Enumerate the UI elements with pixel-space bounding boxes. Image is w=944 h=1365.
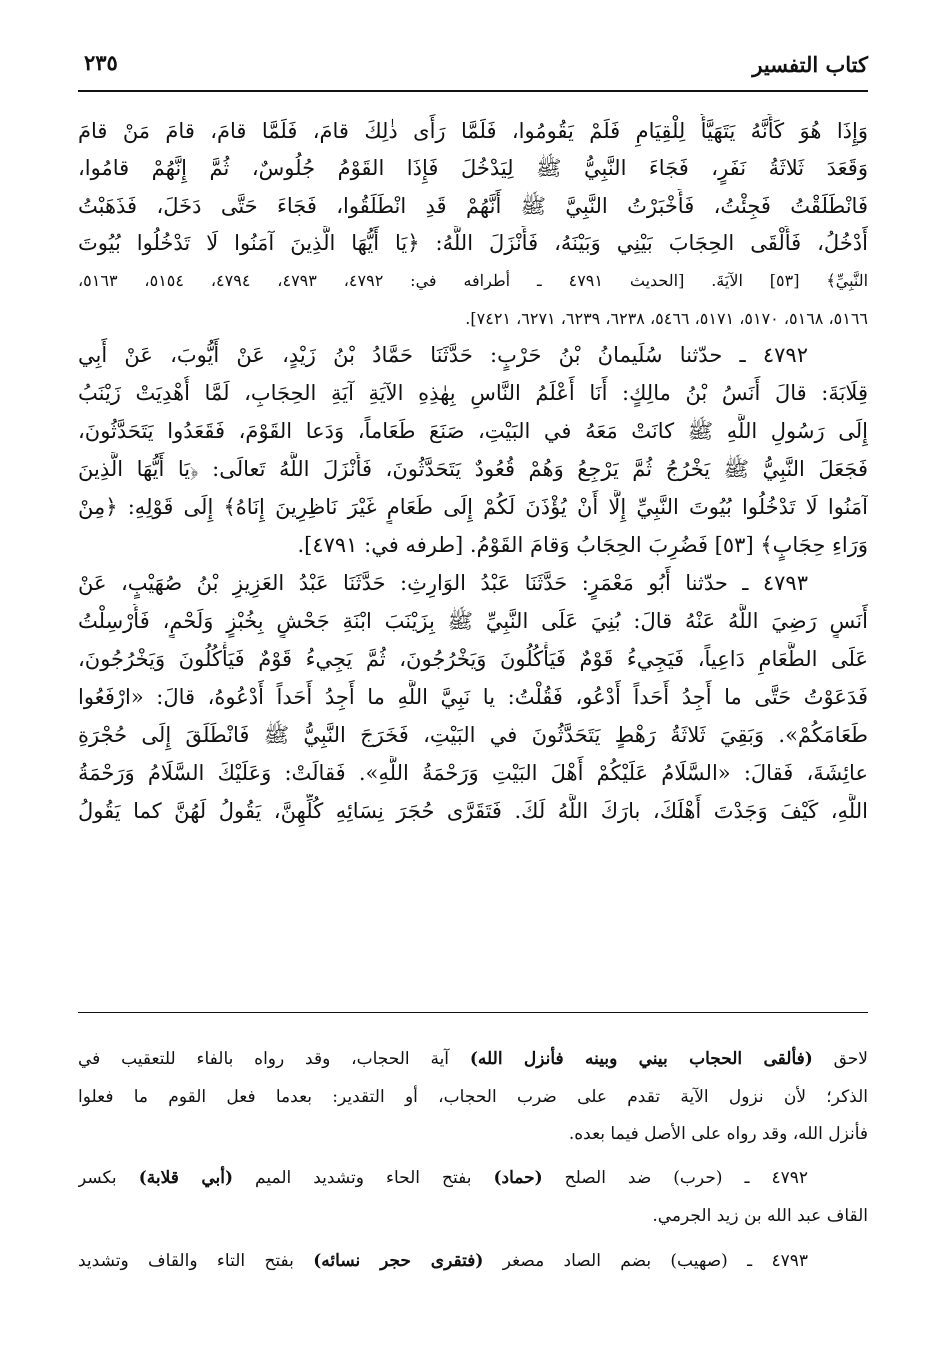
hadith-4793-line: فَدَعَوْتُ حَتَّى ما أَجِدُ أَحَداً أَدْعُو، فَقُلْتُ: يا نَبِيَّ اللَّهِ ما أَجِدُ أَحَداً أَدْعُوهُ، قالَ: «ارْفَعُوا xyxy=(78,685,868,709)
footnote-line: لاحق (فألقى الحجاب بيني وبينه فأنزل الله) آية الحجاب، وقد رواه بالفاء للتعقيب في xyxy=(78,1049,868,1069)
hadith-4793-line: طَعَامَكُمْ». وَبَقِيَ ثَلاثَةُ رَهْطٍ يَتَحَدَّثُونَ في البَيْتِ، فَخَرَجَ النَّبِيُّ ﷺ فَانْطَلَقَ إِلَى حُجْرَةِ xyxy=(78,723,868,747)
footnote-4793: ٤٧٩٣ ـ (صهيب) بضم الصاد مصغر (فتقرى حجر نسائه) بفتح التاء والقاف وتشديد xyxy=(78,1251,808,1271)
hadith-references: ٥١٦٦، ٥١٦٨، ٥١٧٠، ٥١٧١، ٥٤٦٦، ٦٢٣٨، ٦٢٣٩، ٦٢٧١، ٧٤٢١]. xyxy=(465,309,868,328)
hadith-4793-line: أَنَسٍ رَضِيَ اللَّهُ عَنْهُ قالَ: بُنِيَ عَلَى النَّبِيِّ ﷺ بِزَيْنَبَ ابْنَةِ جَحْشٍ بِخُبْزٍ وَلَحْمٍ، فَأُرْسِلْتُ xyxy=(78,609,868,633)
hadith-4793-line: عَلَى الطَّعَامِ دَاعِياً، فَيَجِيءُ قَوْمٌ فَيَأْكُلُونَ وَيَخْرُجُونَ، ثُمَّ يَجِيءُ قَوْمٌ فَيَأْكُلُونَ وَيَخْرُجُونَ، xyxy=(78,647,868,671)
running-title: كتاب التفسير xyxy=(752,52,868,77)
hadith-4792-line: قِلَابَةَ: قالَ أَنَسُ بْنُ مالِكٍ: أَنَا أَعْلَمُ النَّاسِ بِهٰذِهِ الآيَةِ آيَةِ الحِجَابِ، لَمَّا أُهْدِيَتْ زَيْنَبُ xyxy=(78,381,868,405)
hadith-4793-line: ٤٧٩٣ ـ حدّثنا أَبُو مَعْمَرٍ: حَدَّثَنَا عَبْدُ الوَارِثِ: حَدَّثَنَا عَبْدُ العَزِيزِ بْنُ صُهَيْبٍ، عَنْ xyxy=(78,571,808,595)
footnote-line: فأنزل الله، وقد رواه على الأصل فيما بعده. xyxy=(568,1124,868,1144)
hadith-references: النَّبِيِّ﴾ [٥٣] الآيَةَ. [الحديث ٤٧٩١ ـ أطرافه في: ٤٧٩٢، ٤٧٩٣، ٤٧٩٤، ٥١٥٤، ٥١٦٣، xyxy=(78,271,868,290)
hadith-4792-line: ٤٧٩٢ ـ حدّثنا سُلَيمانُ بْنُ حَرْبٍ: حَدَّثَنَا حَمَّادُ بْنُ زَيْدٍ، عَنْ أَيُّوبَ، عَنْ أَبِي xyxy=(78,343,808,367)
hadith-4793-line: اللَّهِ، كَيْفَ وَجَدْتَ أَهْلَكَ، بارَكَ اللَّهُ لَكَ. فَتَقَرَّى حُجَرَ نِسَائِهِ كُلِّهِنَّ، يَقُولُ لَهُنَّ كما يَقُولُ xyxy=(78,799,868,823)
footnote-line: الذكر؛ لأن نزول الآية تقدم على ضرب الحجاب، أو التقدير: بعدما فعل القوم ما فعلوا xyxy=(78,1087,868,1107)
hadith-4793-line: عائِشَةَ، فَقالَ: «السَّلَامُ عَلَيْكُمْ أَهْلَ البَيْتِ وَرَحْمَةُ اللَّهِ». فَقالَتْ: وَعَلَيْكَ السَّلَامُ وَرَحْمَةُ xyxy=(78,761,868,785)
footnote-line: القاف عبد الله بن زيد الجرمي. xyxy=(652,1206,868,1226)
hadith-4792-line: فَجَعَلَ النَّبِيُّ ﷺ يَخْرُجُ ثُمَّ يَرْجِعُ وَهُمْ قُعُودٌ يَتَحَدَّثُونَ، فَأَنْزَلَ اللَّهُ تَعالَى: ﴿يَا أَيُّهَا الَّذِينَ xyxy=(78,457,868,481)
hadith-4792-line: وَرَاءِ حِجَابٍ﴾ [٥٣] فَضُرِبَ الحِجَابُ وَقامَ القَوْمُ. [طرفه في: ٤٧٩١]. xyxy=(297,533,868,557)
page-number: ٢٣٥ xyxy=(84,50,118,75)
footnote-4792: ٤٧٩٢ ـ (حرب) ضد الصلح (حماد) بفتح الحاء وتشديد الميم (أبي قلابة) بكسر xyxy=(78,1168,808,1188)
hadith-4792-line: آمَنُوا لَا تَدْخُلُوا بُيُوتَ النَّبِيِّ إِلَّا أَنْ يُؤْذَنَ لَكُمْ إِلَى طَعَامٍ غَيْرَ نَاظِرِينَ إِنَاهُ﴾ إِلَى قَوْلِهِ: ﴿مِنْ xyxy=(78,495,868,519)
text-line: أَدْخُلُ، فَأَلْقَى الحِجَابَ بَيْنِي وَبَيْنَهُ، فَأَنْزَلَ اللَّهُ: ﴿يَا أَيُّهَا الَّذِينَ آمَنُوا لَا تَدْخُلُوا بُيُوتَ xyxy=(78,231,868,255)
text-line: فَانْطَلَقْتُ فَجِئْتُ، فَأَخْبَرْتُ النَّبِيَّ ﷺ أَنَّهُمْ قَدِ انْطَلَقُوا، فَجَاءَ حَتَّى دَخَلَ، فَذَهَبْتُ xyxy=(78,194,868,218)
hadith-4792-line: إِلَى رَسُولِ اللَّهِ ﷺ كانَتْ مَعَهُ في البَيْتِ، صَنَعَ طَعَاماً، وَدَعا القَوْمَ، فَقَعَدُوا يَتَحَدَّثُونَ، xyxy=(78,419,868,443)
text-line: وَقَعَدَ ثَلاثَةُ نَفَرٍ، فَجَاءَ النَّبِيُّ ﷺ لِيَدْخُلَ فَإِذَا القَوْمُ جُلُوسٌ، ثُمَّ إِنَّهُمْ قامُوا، xyxy=(78,156,868,180)
text-line: وَإِذَا هُوَ كَأَنَّهُ يَتَهَيَّأُ لِلْقِيَامِ فَلَمْ يَقُومُوا، فَلَمَّا رَأَى ذٰلِكَ قامَ، فَلَمَّا قامَ، قامَ مَنْ قامَ xyxy=(78,119,868,143)
footnote-separator xyxy=(78,1012,868,1013)
header-rule xyxy=(78,90,868,92)
